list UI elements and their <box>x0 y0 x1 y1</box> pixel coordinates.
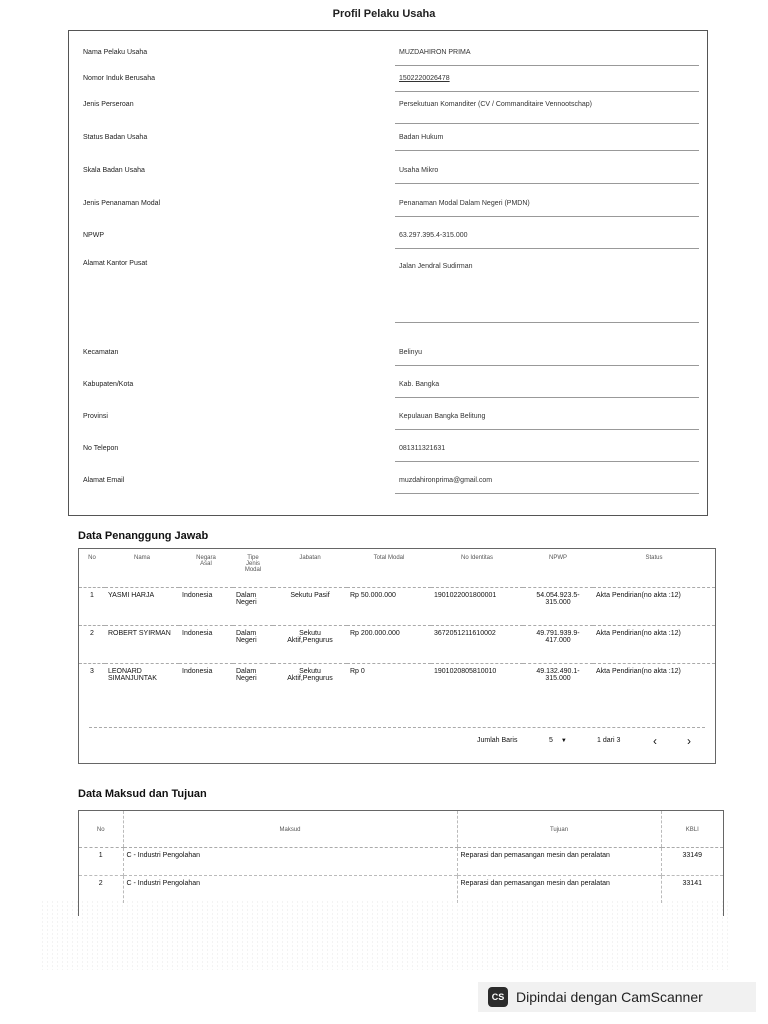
profile-label: Nama Pelaku Usaha <box>83 49 148 56</box>
col-header: Maksud <box>123 811 457 847</box>
rows-per-page-value: 5 <box>549 737 553 744</box>
page-title: Profil Pelaku Usaha <box>332 8 436 20</box>
profile-label: Provinsi <box>83 413 108 420</box>
prev-page-button[interactable]: ‹ <box>653 734 657 748</box>
profile-label: Jenis Penanaman Modal <box>83 200 161 207</box>
profile-label: Nomor Induk Berusaha <box>83 75 155 82</box>
cell-no: 1 <box>79 847 123 875</box>
page-info: 1 dari 3 <box>597 737 621 744</box>
col-header: No <box>79 549 105 587</box>
rows-per-page-label: Jumlah Baris <box>477 737 518 744</box>
scan-noise <box>40 900 730 970</box>
table-row <box>79 875 723 903</box>
profile-value: Usaha Mikro <box>399 167 439 174</box>
profile-label: Kabupaten/Kota <box>83 381 134 388</box>
cell-nama: YASMI HARJA <box>105 587 179 625</box>
profile-value: 1502220026478 <box>399 75 450 82</box>
profile-value: Penanaman Modal Dalam Negeri (PMDN) <box>399 200 530 207</box>
profile-label: Kecamatan <box>83 349 119 356</box>
cell-kbli: 33149 <box>661 847 723 875</box>
profile-label: NPWP <box>83 232 104 239</box>
cell-tipe: Dalam Negeri <box>233 625 273 663</box>
cell-modal: Rp 0 <box>347 663 431 701</box>
cell-status: Akta Pendirian(no akta :12) <box>593 587 715 625</box>
profile-label: Status Badan Usaha <box>83 134 148 141</box>
profile-value: 081311321631 <box>399 445 446 452</box>
col-header: NPWP <box>523 549 593 587</box>
next-page-button[interactable]: › <box>687 734 691 748</box>
cell-no: 1 <box>79 587 105 625</box>
cell-tipe: Dalam Negeri <box>233 587 273 625</box>
profile-label: Skala Badan Usaha <box>83 167 145 174</box>
table-row <box>79 625 715 663</box>
cell-kbli: 33141 <box>661 875 723 903</box>
profile-value: Kab. Bangka <box>399 381 440 388</box>
col-header: No Identitas <box>431 549 523 587</box>
profile-value: Badan Hukum <box>399 134 444 141</box>
section-title-maksud-tujuan: Data Maksud dan Tujuan <box>78 788 207 800</box>
cell-identitas: 1901020805810010 <box>431 663 523 701</box>
cell-jabatan: Sekutu Aktif,Pengurus <box>273 625 347 663</box>
cell-no: 3 <box>79 663 105 701</box>
table-row <box>79 847 723 875</box>
camscanner-icon: CS <box>488 987 508 1007</box>
cell-tujuan: Reparasi dan pemasangan mesin dan peralatan <box>457 847 661 875</box>
cell-jabatan: Sekutu Aktif,Pengurus <box>273 663 347 701</box>
profile-label: Alamat Email <box>83 477 125 484</box>
cell-jabatan: Sekutu Pasif <box>273 587 347 625</box>
cell-maksud: C - Industri Pengolahan <box>123 847 457 875</box>
col-header: Total Modal <box>347 549 431 587</box>
profile-value: MUZDAHIRON PRIMA <box>399 49 471 56</box>
profile-label: Jenis Perseroan <box>83 101 134 108</box>
profile-value: Kepulauan Bangka Belitung <box>399 413 486 420</box>
profile-value: muzdahironprima@gmail.com <box>399 477 493 484</box>
cell-no: 2 <box>79 625 105 663</box>
profile-label: Alamat Kantor Pusat <box>83 260 148 267</box>
profile-value: 63.297.395.4-315.000 <box>399 232 468 239</box>
camscanner-text: Dipindai dengan CamScanner <box>516 989 703 1005</box>
col-header: Negara Asal <box>179 549 233 587</box>
profile-label: No Telepon <box>83 445 119 452</box>
table-row <box>79 587 715 625</box>
cell-identitas: 3672051211610002 <box>431 625 523 663</box>
profile-value: Belinyu <box>399 349 422 356</box>
chevron-down-icon: ▼ <box>560 738 567 744</box>
cell-npwp: 54.054.923.5-315.000 <box>523 587 593 625</box>
col-header: Tipe Jenis Modal <box>233 549 273 587</box>
cell-npwp: 49.791.939.9-417.000 <box>523 625 593 663</box>
profile-value: Jalan Jendral Sudirman <box>399 263 473 270</box>
table-row <box>79 663 715 701</box>
cell-negara: Indonesia <box>179 663 233 701</box>
cell-identitas: 1901022001800001 <box>431 587 523 625</box>
rows-per-page-select[interactable] <box>549 737 567 744</box>
cell-no: 2 <box>79 875 123 903</box>
profile-section <box>68 30 708 516</box>
cell-tipe: Dalam Negeri <box>233 663 273 701</box>
col-header: Jabatan <box>273 549 347 587</box>
col-header: No <box>79 811 123 847</box>
cell-negara: Indonesia <box>179 587 233 625</box>
col-header: Tujuan <box>457 811 661 847</box>
cell-status: Akta Pendirian(no akta :12) <box>593 663 715 701</box>
camscanner-watermark <box>478 982 756 1012</box>
cell-negara: Indonesia <box>179 625 233 663</box>
profile-value: Persekutuan Komanditer (CV / Commanditaire Vennootschap) <box>399 101 592 108</box>
col-header: Nama <box>105 549 179 587</box>
penanggung-jawab-table <box>78 548 716 764</box>
cell-nama: ROBERT SYIRMAN <box>105 625 179 663</box>
col-header: KBLI <box>661 811 723 847</box>
cell-npwp: 49.132.490.1-315.000 <box>523 663 593 701</box>
cell-status: Akta Pendirian(no akta :12) <box>593 625 715 663</box>
section-title-penanggung-jawab: Data Penanggung Jawab <box>78 530 209 542</box>
cell-nama: LEONARD SIMANJUNTAK <box>105 663 179 701</box>
cell-modal: Rp 50.000.000 <box>347 587 431 625</box>
col-header: Status <box>593 549 715 587</box>
cell-tujuan: Reparasi dan pemasangan mesin dan peralatan <box>457 875 661 903</box>
cell-modal: Rp 200.000.000 <box>347 625 431 663</box>
cell-maksud: C - Industri Pengolahan <box>123 875 457 903</box>
